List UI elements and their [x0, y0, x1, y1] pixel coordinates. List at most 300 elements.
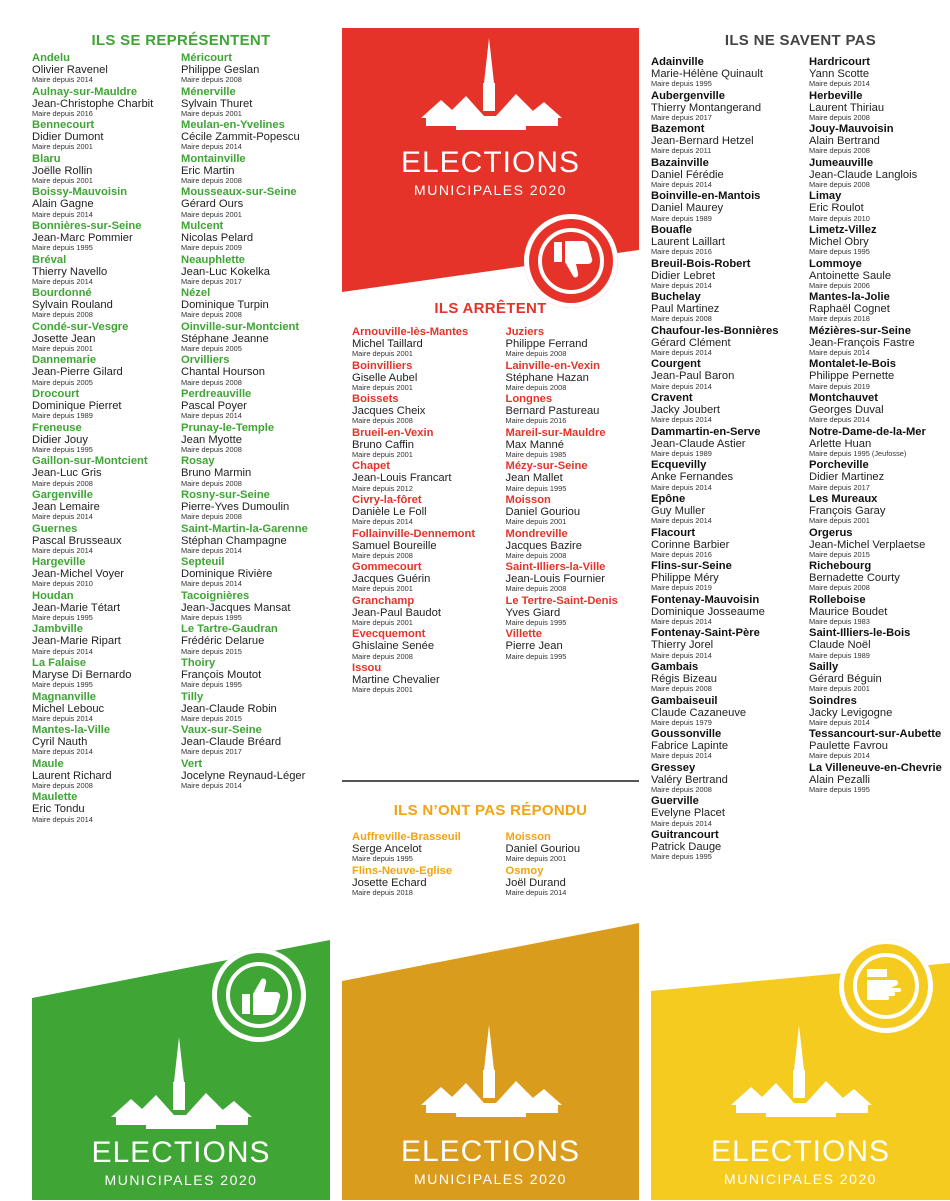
mayor-since: Maire depuis 2014: [181, 545, 242, 555]
town-name: Montainville: [181, 152, 246, 165]
mayor-name: Sylvain Thuret: [181, 97, 253, 110]
town-name: Bouafle: [651, 224, 693, 237]
mayor-entry: [651, 829, 809, 862]
mayor-since: Maire depuis 2014: [651, 280, 712, 290]
mayor-entry: [651, 728, 809, 761]
mayor-since: Maire depuis 2009: [181, 243, 242, 253]
mayor-name: Daniel Gouriou: [505, 506, 581, 519]
banner-mustard-title: ELECTIONS: [400, 1135, 581, 1168]
mayor-entry: [809, 493, 950, 526]
mayor-name: Fabrice Lapinte: [651, 740, 729, 753]
town-name: Meulan-en-Yvelines: [181, 119, 285, 132]
banner-green-title: ELECTIONS: [91, 1136, 271, 1169]
mayor-entry: [809, 392, 950, 425]
mayor-name: Philippe Geslan: [181, 64, 260, 76]
mayor-since: Maire depuis 2006: [809, 280, 870, 290]
mayor-since: Maire depuis 2008: [505, 550, 567, 560]
mayor-since: Maire depuis 2014: [352, 517, 413, 527]
town-name: Notre-Dame-de-la-Mer: [809, 425, 926, 438]
mayor-name: Yves Giard: [505, 606, 561, 619]
mayor-since: Maire depuis 2005: [181, 344, 242, 354]
mayor-entry: [352, 595, 496, 628]
mayor-since: Maire depuis 2019: [809, 381, 870, 391]
mayor-entry: [181, 455, 330, 488]
mayor-entry: [651, 695, 809, 728]
town-name: Saint-Martin-la-Garenne: [181, 522, 308, 535]
town-name: Blaru: [32, 152, 61, 165]
mayor-entry: [32, 220, 181, 253]
mayor-since: Maire depuis 2016: [651, 549, 712, 559]
mayor-entry: [506, 831, 640, 864]
mayor-entry: [181, 388, 330, 421]
mayor-name: François Garay: [809, 504, 886, 517]
town-name: Le Tertre-Saint-Denis: [505, 594, 618, 607]
mayor-since: Maire depuis 1989: [32, 411, 93, 421]
mayor-name: Eric Roulot: [809, 202, 864, 215]
mayor-entry: [32, 489, 181, 522]
town-name: Bonnières-sur-Seine: [32, 220, 142, 233]
column-ils-ne-savent-pas: [651, 28, 950, 1200]
mayor-name: Jacques Bazire: [505, 539, 582, 552]
mayor-entry: [651, 493, 809, 526]
mayor-entry: [651, 190, 809, 223]
town-name: Soindres: [809, 694, 857, 707]
mayor-entry: [651, 224, 809, 257]
mayor-since: Maire depuis 1995: [505, 618, 567, 628]
mayor-since: Maire depuis 2015: [809, 549, 870, 559]
mayor-since: Maire depuis 2001: [352, 584, 413, 594]
mayor-name: Pierre-Yves Dumoulin: [181, 500, 290, 513]
mayor-entry: [32, 724, 181, 757]
mayor-name: Valéry Bertrand: [651, 773, 728, 786]
mayor-entry: [181, 691, 330, 724]
town-name: Follainville-Dennemont: [352, 527, 476, 540]
mayor-name: Georges Duval: [809, 404, 884, 417]
mayor-since: Maire depuis 2008: [809, 146, 870, 156]
town-name: Prunay-le-Temple: [181, 421, 275, 434]
mayor-entry: [651, 392, 809, 425]
town-name: Lommoye: [809, 257, 862, 270]
mayor-entry: [32, 388, 181, 421]
mayor-entry: [651, 123, 809, 156]
section-divider: [342, 780, 639, 782]
mayor-name: Jean Myotte: [181, 433, 242, 446]
mayor-since: Maire depuis 1995: [32, 612, 93, 622]
town-name: Magnanville: [32, 690, 97, 703]
town-name: Guernes: [32, 522, 78, 535]
mayor-since: Maire depuis 2014: [181, 781, 242, 790]
mayor-since: Maire depuis 2008: [651, 785, 712, 794]
thumbs-up-badge: [212, 948, 306, 1042]
mayor-entry: [32, 657, 181, 690]
mayor-since: Maire depuis 2014: [32, 75, 93, 85]
banner-yellow: [651, 963, 950, 1200]
mayor-entry: [352, 326, 496, 359]
town-name: Boissy-Mauvoisin: [32, 186, 128, 199]
mayor-name: Bruno Caffin: [352, 438, 414, 451]
mayor-since: Maire depuis 2001: [809, 516, 870, 526]
mayor-name: Yann Scotte: [809, 68, 870, 80]
mayor-entry: [809, 728, 950, 761]
town-name: Breuil-Bois-Robert: [651, 257, 751, 270]
mayor-since: Maire depuis 2010: [809, 213, 870, 223]
mayor-entry: [651, 762, 809, 795]
mayor-entry: [181, 657, 330, 690]
mayor-name: Chantal Hourson: [181, 366, 265, 379]
mayor-since: Maire depuis 2014: [32, 209, 93, 219]
mayor-entry: [352, 360, 496, 393]
mayor-since: Maire depuis 2008: [32, 781, 93, 790]
mayor-entry: [809, 560, 950, 593]
mayor-since: Maire depuis 2008: [181, 310, 242, 320]
mayor-name: Max Manné: [505, 438, 564, 451]
town-name: Hardricourt: [809, 56, 870, 68]
mayor-entry: [809, 325, 950, 358]
mayor-name: Jean-Marc Pommier: [32, 232, 133, 245]
mayor-since: Maire depuis 2001: [181, 209, 242, 219]
town-name: Guitrancourt: [651, 829, 719, 842]
mayor-since: Maire depuis 2014: [181, 142, 242, 152]
mayor-entry: [651, 661, 809, 694]
green-list-left: [32, 52, 181, 825]
mayor-since: Maire depuis 2014: [651, 818, 712, 828]
mayor-entry: [32, 791, 181, 824]
mayor-since: Maire depuis 2014: [181, 411, 242, 421]
mayor-entry: [32, 758, 181, 791]
mayor-since: Maire depuis 2008: [181, 512, 242, 522]
mayor-name: Anke Fernandes: [651, 471, 734, 484]
town-name: Fontenay-Saint-Père: [651, 627, 760, 640]
mayor-since: Maire depuis 2014: [651, 616, 712, 626]
town-name: Dammartin-en-Serve: [651, 425, 761, 438]
ils-n-ont-pas-repondu-section: [342, 802, 639, 898]
mayor-since: Maire depuis 2014: [809, 415, 870, 425]
mayor-name: Cyril Nauth: [32, 736, 88, 749]
town-name: Jambville: [32, 623, 83, 636]
mayor-name: Daniel Gouriou: [505, 843, 581, 855]
town-name: Mareil-sur-Mauldre: [505, 426, 606, 439]
mayor-name: Jocelyne Reynaud-Léger: [181, 769, 306, 782]
mayor-name: Ghislaine Senée: [352, 640, 435, 653]
thumbs-down-badge: [524, 214, 618, 308]
mayor-since: Maire depuis 2001: [505, 854, 567, 864]
mayor-since: Maire depuis 1979: [651, 717, 712, 727]
town-name: Vert: [181, 757, 203, 770]
mayor-name: Cécile Zammit-Popescu: [181, 131, 300, 144]
column-ils-arretent: [342, 28, 639, 1200]
town-name: Rosny-sur-Seine: [181, 488, 270, 501]
mayor-since: Maire depuis 1995: [32, 444, 93, 454]
mayor-entry: [506, 528, 640, 561]
town-name: Epône: [651, 492, 686, 505]
mayor-name: Philippe Méry: [651, 572, 719, 585]
mayor-name: Jean-Paul Baudot: [352, 606, 441, 619]
town-name: Montchauvet: [809, 392, 878, 405]
mayor-name: Arlette Huan: [809, 437, 872, 450]
mayor-since: Maire depuis 2001: [32, 142, 93, 152]
mayor-entry: [32, 556, 181, 589]
town-name: Andelu: [32, 52, 70, 64]
town-name: Tacoignières: [181, 589, 250, 602]
mayor-name: Jean-Bernard Hetzel: [651, 135, 754, 148]
town-name: Issou: [352, 662, 382, 675]
mayor-entry: [809, 258, 950, 291]
mayor-name: Bruno Marmin: [181, 467, 252, 480]
mayor-entry: [506, 865, 640, 898]
town-name: Mantes-la-Jolie: [809, 291, 890, 304]
mayor-since: Maire depuis 2019: [651, 583, 712, 593]
mayor-name: Alain Gagne: [32, 198, 94, 211]
mayor-entry: [181, 119, 330, 152]
town-name: Osmoy: [505, 864, 544, 877]
mayor-since: Maire depuis 2001: [809, 684, 870, 694]
mayor-since: Maire depuis 2014: [32, 747, 93, 757]
town-name: Chaufour-les-Bonnières: [651, 324, 779, 337]
mayor-entry: [181, 489, 330, 522]
town-name: Freneuse: [32, 421, 82, 434]
mayor-name: Corinne Barbier: [651, 538, 730, 551]
mayor-name: Jacky Levigogne: [809, 706, 893, 719]
mayor-since: Maire depuis 2001: [352, 618, 413, 628]
mayor-name: Evelyne Placet: [651, 807, 726, 820]
town-name: Orvilliers: [181, 354, 230, 367]
town-name: Mondreville: [505, 527, 568, 540]
mayor-name: Maryse Di Bernardo: [32, 668, 132, 681]
mayor-since: Maire depuis 1995: [32, 243, 93, 253]
mayor-since: Maire depuis 2012: [352, 483, 413, 493]
mayor-entry: [809, 594, 950, 627]
mayor-name: Frédéric Delarue: [181, 635, 265, 648]
mayor-since: Maire depuis 2001: [352, 450, 413, 460]
mayor-since: Maire depuis 1983: [809, 616, 870, 626]
mayor-entry: [32, 287, 181, 320]
town-name: Neauphlette: [181, 253, 246, 266]
mayor-since: Maire depuis 2011: [651, 146, 712, 156]
mayor-since: Maire depuis 2014: [651, 516, 712, 526]
town-name: Mousseaux-sur-Seine: [181, 186, 297, 199]
mayor-since: Maire depuis 2014: [809, 79, 870, 89]
mayor-name: Jacky Joubert: [651, 404, 721, 417]
orange-list-right: [496, 831, 640, 898]
town-name: Adainville: [651, 56, 704, 68]
town-name: Mézy-sur-Seine: [505, 460, 588, 473]
mayor-since: Maire depuis 1995: [651, 852, 712, 862]
mayor-name: Joëlle Rollin: [32, 164, 93, 177]
mayor-name: Danièle Le Foll: [352, 506, 427, 519]
mayor-name: Jean-Luc Gris: [32, 467, 102, 480]
mayor-entry: [181, 354, 330, 387]
mayor-since: Maire depuis 2008: [352, 550, 413, 560]
town-name: Evecquemont: [352, 628, 426, 641]
mayor-since: Maire depuis 2008: [505, 382, 567, 392]
mayor-since: Maire depuis 2001: [352, 349, 413, 359]
mayor-name: Gérard Clément: [651, 336, 731, 349]
thumbs-sideways-badge: [839, 939, 933, 1033]
town-name: Bennecourt: [32, 119, 95, 132]
village-church-icon: [416, 1025, 566, 1120]
mayor-since: Maire depuis 2014: [651, 482, 712, 492]
mayor-entry: [809, 762, 950, 795]
mayor-entry: [651, 358, 809, 391]
mayor-name: Sylvain Rouland: [32, 299, 113, 312]
mayor-since: Maire depuis 2001: [32, 344, 93, 354]
mayor-since: Maire depuis 2008: [32, 310, 93, 320]
town-name: Gressey: [651, 761, 696, 774]
mayor-since: Maire depuis 2008: [505, 349, 567, 359]
mayor-since: Maire depuis 2018: [352, 887, 413, 897]
mayor-name: Gérard Béguin: [809, 672, 882, 685]
mayor-name: Bernadette Courty: [809, 572, 900, 585]
mayor-entry: [181, 590, 330, 623]
mayor-name: Jean-Jacques Mansat: [181, 601, 291, 614]
mayor-name: Philippe Ferrand: [505, 338, 588, 350]
mayor-since: Maire depuis 2010: [32, 579, 93, 589]
mayor-entry: [32, 321, 181, 354]
mayor-since: Maire depuis 2014: [505, 887, 567, 897]
mayor-entry: [352, 628, 496, 661]
mayor-since: Maire depuis 1995: [32, 680, 93, 690]
town-name: Bazemont: [651, 123, 705, 136]
mayor-name: Pascal Poyer: [181, 400, 247, 413]
town-name: Gommecourt: [352, 561, 422, 574]
town-name: Condé-sur-Vesgre: [32, 320, 129, 333]
banner-mustard-subtitle: MUNICIPALES 2020: [414, 1171, 567, 1187]
mayor-since: Maire depuis 2014: [181, 579, 242, 589]
town-name: Nézel: [181, 287, 211, 300]
mayor-since: Maire depuis 2014: [651, 415, 712, 425]
banner-red-title: ELECTIONS: [400, 146, 581, 179]
town-name: Les Mureaux: [809, 492, 878, 505]
mayor-name: Jacques Cheix: [352, 405, 426, 418]
mayor-name: Didier Jouy: [32, 433, 88, 446]
mayor-entry: [32, 623, 181, 656]
mayor-entry: [181, 724, 330, 757]
thumbs-up-icon: [222, 958, 296, 1032]
mayor-entry: [651, 258, 809, 291]
mayor-name: Marie-Hélène Quinault: [651, 68, 763, 80]
mayor-entry: [506, 561, 640, 594]
mayor-name: Olivier Ravenel: [32, 64, 108, 76]
mayor-since: Maire depuis 2001: [32, 176, 93, 186]
column-ils-se-representent: [32, 28, 330, 1200]
heading-ils-ne-savent-pas: ILS NE SAVENT PAS: [724, 32, 877, 49]
mayor-entry: [809, 157, 950, 190]
mayor-entry: [651, 560, 809, 593]
thumbs-down-icon: [534, 224, 608, 298]
town-name: Gambais: [651, 660, 699, 673]
banner-green-subtitle: MUNICIPALES 2020: [104, 1172, 258, 1188]
mayor-entry: [809, 459, 950, 492]
mayor-since: Maire depuis 1995: [651, 79, 712, 89]
mayor-name: Jean-Michel Voyer: [32, 568, 125, 581]
town-name: Mézières-sur-Seine: [809, 324, 911, 337]
mayor-name: Régis Bizeau: [651, 672, 717, 685]
ils-arretent-section: [342, 300, 639, 696]
mayor-name: Jean-Claude Astier: [651, 437, 746, 450]
town-name: Gambaiseuil: [651, 694, 718, 707]
mayor-name: Jean-Pierre Gilard: [32, 366, 123, 379]
town-name: Longnes: [505, 393, 553, 406]
mayor-since: Maire depuis 2008: [505, 584, 567, 594]
mayor-name: Stéphane Jeanne: [181, 332, 269, 345]
mayor-since: Maire depuis 2014: [809, 751, 870, 761]
town-name: Drocourt: [32, 388, 80, 401]
mayor-name: Dominique Pierret: [32, 400, 122, 413]
red-list-left: [352, 326, 496, 696]
yellow-list-right: [809, 56, 950, 863]
town-name: Montalet-le-Bois: [809, 358, 897, 371]
town-name: Bréval: [32, 253, 67, 266]
town-name: Villette: [505, 628, 542, 641]
mayor-since: Maire depuis 2001: [181, 108, 242, 118]
mayor-name: Laurent Richard: [32, 769, 112, 782]
mayor-name: Didier Martinez: [809, 471, 885, 484]
mayor-entry: [181, 186, 330, 219]
mayor-name: Thierry Jorel: [651, 639, 714, 652]
town-name: Rosay: [181, 455, 215, 468]
mayor-entry: [809, 56, 950, 89]
mayor-entry: [809, 123, 950, 156]
mayor-entry: [506, 595, 640, 628]
mayor-entry: [352, 494, 496, 527]
town-name: Jouy-Mauvoisin: [809, 123, 894, 136]
mayor-since: Maire depuis 2015: [181, 646, 242, 656]
mayor-entry: [506, 427, 640, 460]
mayor-entry: [32, 186, 181, 219]
mayor-since: Maire depuis 1995: [181, 612, 242, 622]
mayor-entry: [809, 90, 950, 123]
mayor-entry: [181, 623, 330, 656]
mayor-name: Claude Noël: [809, 639, 871, 652]
town-name: Saint-Illiers-le-Bois: [809, 627, 911, 640]
town-name: Tilly: [181, 690, 204, 703]
town-name: Oinville-sur-Montcient: [181, 320, 300, 333]
banner-green: [32, 940, 330, 1200]
mayor-name: Jean-Michel Verplaetse: [809, 538, 926, 551]
town-name: Juziers: [505, 326, 545, 338]
mayor-name: Guy Muller: [651, 504, 706, 517]
mayor-entry: [809, 190, 950, 223]
town-name: Fontenay-Mauvoisin: [651, 593, 760, 606]
town-name: Tessancourt-sur-Aubette: [809, 728, 942, 741]
mayor-since: Maire depuis 2008: [651, 684, 712, 694]
mayor-since: Maire depuis 2017: [181, 747, 242, 757]
mayor-since: Maire depuis 2014: [651, 180, 712, 190]
mayor-entry: [181, 523, 330, 556]
mayor-since: Maire depuis 2014: [32, 814, 93, 824]
mayor-name: Jean Lemaire: [32, 500, 100, 513]
banner-red: [342, 28, 639, 318]
orange-list-left: [352, 831, 496, 898]
mayor-entry: [809, 291, 950, 324]
mayor-name: Pascal Brusseaux: [32, 534, 122, 547]
mayor-since: Maire depuis 2008: [181, 377, 242, 387]
town-name: Ecquevilly: [651, 459, 707, 472]
town-name: Vaux-sur-Seine: [181, 724, 262, 737]
mayor-entry: [181, 556, 330, 589]
mayor-entry: [32, 422, 181, 455]
town-name: Limay: [809, 190, 842, 203]
town-name: Boinvilliers: [352, 359, 413, 372]
mayor-entry: [651, 594, 809, 627]
mayor-since: Maire depuis 2017: [651, 112, 712, 122]
mayor-entry: [32, 119, 181, 152]
mayor-name: Philippe Pernette: [809, 370, 895, 383]
mayor-since: Maire depuis 2008: [809, 112, 870, 122]
town-name: Septeuil: [181, 556, 225, 569]
town-name: Buchelay: [651, 291, 701, 304]
town-name: Thoiry: [181, 656, 216, 669]
